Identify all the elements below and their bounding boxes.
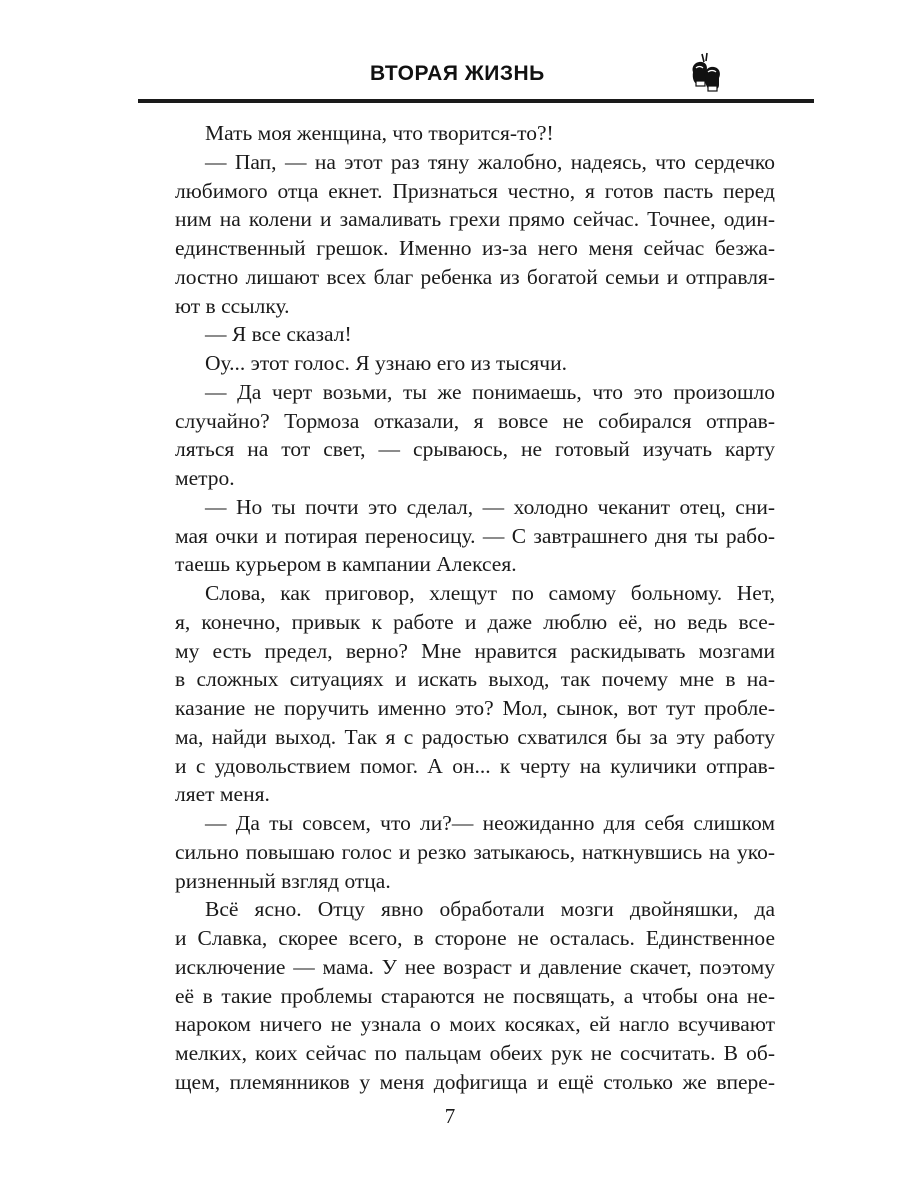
text-line: — Да ты совсем, что ли?— неожиданно для себя слишком (205, 811, 775, 835)
text-line: и Славка, скорее всего, в стороне не осталась. Единственное (175, 926, 775, 950)
text-line: ним на колени и замаливать грехи прямо сейчас. Точнее, один- (175, 207, 775, 232)
running-header (138, 52, 814, 98)
text-line: единственный грешок. Именно из-за него меня сейчас безжа- (175, 236, 775, 260)
text-line: метро. (175, 466, 235, 490)
text-line: нароком ничего не узнала о моих косяках, ей нагло всучивают (175, 1012, 775, 1037)
text-line: любимого отца екнет. Признаться честно, я готов пасть перед (175, 178, 775, 203)
text-line: щем, племянников у меня дофигища и ещё столько же впере- (175, 1069, 775, 1094)
text-line: Мать моя женщина, что творится-то?! (205, 121, 554, 145)
text-line: — Да черт возьми, ты же понимаешь, что это произошло (205, 379, 775, 404)
page-number: 7 (444, 1104, 456, 1128)
text-line: сильно повышаю голос и резко затыкаюсь, наткнувшись на уко- (175, 839, 775, 864)
text-line: ляться на тот свет, — срываюсь, не готовый изучать карту (175, 437, 775, 462)
text-line: и с удовольствием помог. А он... к черту на куличики отправ- (175, 753, 775, 778)
text-line: ют в ссылку. (175, 293, 290, 318)
text-line: — Я все сказал! (205, 322, 352, 347)
text-line: — Но ты почти это сделал, — холодно чеканит отец, сни- (205, 494, 775, 519)
header-title: ВТОРАЯ ЖИЗНЬ (370, 62, 545, 85)
text-line: в сложных ситуациях и искать выход, так почему мне в на- (175, 667, 775, 692)
text-line: казание не поручить именно это? Мол, сынок, вот тут пробле- (175, 696, 775, 720)
text-line: таешь курьером в кампании Алексея. (175, 552, 517, 577)
text-line: Оу... этот голос. Я узнаю его из тысячи. (205, 351, 567, 375)
text-line: мелких, коих сейчас по пальцам обеих рук не сосчитать. В об- (175, 1041, 775, 1065)
text-line: ризненный взгляд отца. (175, 868, 391, 893)
text-line: случайно? Тормоза отказали, я вовсе не собирался отправ- (175, 408, 775, 433)
text-line: лостно лишают всех благ ребенка из богатой семьи и отправля- (175, 264, 775, 289)
body-text (175, 119, 775, 1099)
header-rule (138, 99, 814, 103)
text-line: мая очки и потирая переносицу. — С завтрашнего дня ты рабо- (175, 523, 775, 548)
text-line: Всё ясно. Отцу явно обработали мозги двойняшки, да (205, 897, 775, 922)
text-line: Слова, как приговор, хлещут по самому больному. Нет, (205, 581, 775, 605)
boxing-gloves-icon (688, 52, 724, 94)
text-line: ма, найди выход. Так я с радостью схватился бы за эту работу (175, 724, 775, 749)
text-line: му есть предел, верно? Мне нравится раскидывать мозгами (175, 638, 775, 663)
text-line: я, конечно, привык к работе и даже люблю её, но ведь все- (175, 609, 775, 634)
text-line: — Пап, — на этот раз тяну жалобно, надеясь, что сердечко (205, 149, 775, 174)
text-line: ляет меня. (175, 782, 270, 807)
text-line: исключение — мама. У нее возраст и давление скачет, поэтому (175, 954, 775, 979)
text-line: её в такие проблемы стараются не посвящать, а чтобы она не- (175, 983, 775, 1008)
